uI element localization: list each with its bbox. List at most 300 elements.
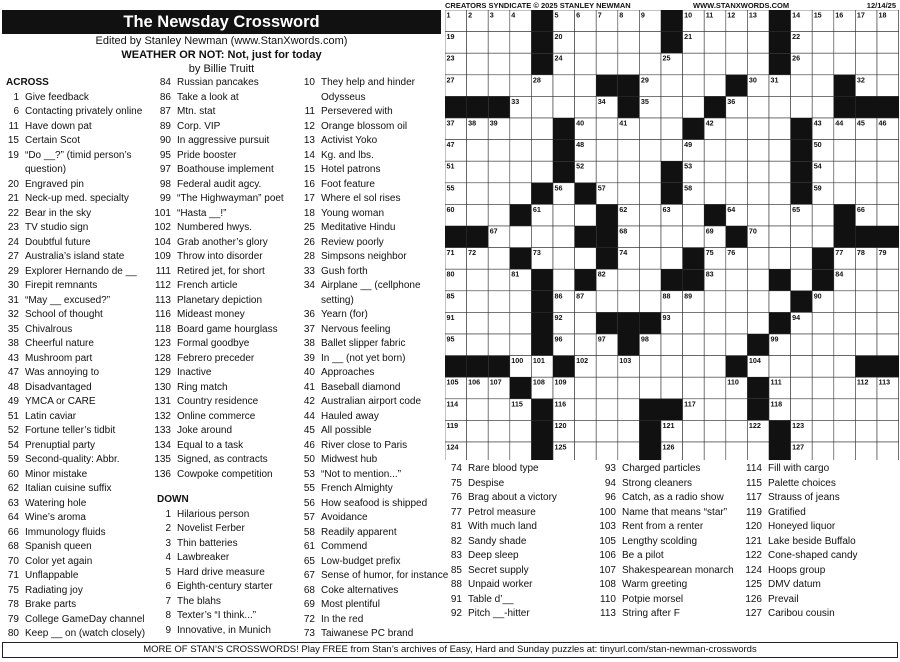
grid-cell[interactable] <box>467 32 489 54</box>
grid-cell[interactable] <box>639 377 661 399</box>
grid-cell[interactable] <box>769 183 791 205</box>
cell-number: 52 <box>576 161 585 171</box>
grid-cell[interactable] <box>575 53 597 75</box>
grid-cell[interactable] <box>467 183 489 205</box>
grid-cell[interactable] <box>618 161 640 183</box>
grid-cell[interactable] <box>596 53 618 75</box>
grid-cell[interactable] <box>877 269 899 291</box>
grid-cell[interactable] <box>510 291 532 313</box>
grid-cell[interactable] <box>834 334 856 356</box>
grid-cell[interactable] <box>488 442 510 460</box>
grid-cell[interactable] <box>812 226 834 248</box>
grid-cell[interactable] <box>488 334 510 356</box>
grid-cell[interactable] <box>488 140 510 162</box>
grid-cell[interactable] <box>834 183 856 205</box>
grid-cell[interactable] <box>726 140 748 162</box>
grid-cell[interactable] <box>791 269 813 291</box>
grid-cell[interactable] <box>769 118 791 140</box>
grid-cell[interactable] <box>661 248 683 270</box>
grid-cell[interactable] <box>639 53 661 75</box>
clue-number: 57 <box>303 512 315 523</box>
grid-cell[interactable] <box>639 204 661 226</box>
grid-cell[interactable] <box>488 399 510 421</box>
grid-cell[interactable] <box>488 32 510 54</box>
grid-cell[interactable] <box>531 161 553 183</box>
clue-item <box>302 221 447 236</box>
grid-cell[interactable] <box>596 399 618 421</box>
cell-number: 36 <box>727 96 736 106</box>
grid-cell[interactable] <box>704 291 726 313</box>
grid-cell[interactable] <box>877 161 899 183</box>
grid-cell[interactable] <box>467 291 489 313</box>
grid-cell[interactable] <box>834 140 856 162</box>
grid-cell[interactable] <box>488 291 510 313</box>
grid-cell[interactable] <box>791 226 813 248</box>
grid-cell[interactable] <box>747 204 769 226</box>
grid-cell[interactable] <box>747 161 769 183</box>
grid-cell[interactable] <box>877 399 899 421</box>
grid-cell[interactable] <box>639 248 661 270</box>
clue-item <box>743 477 893 492</box>
grid-cell[interactable] <box>575 312 597 334</box>
grid-cell[interactable] <box>769 248 791 270</box>
clue-text: River close to Paris <box>321 439 408 451</box>
cell-number: 45 <box>856 118 865 128</box>
grid-cell[interactable] <box>812 399 834 421</box>
grid-cell[interactable] <box>683 356 705 378</box>
grid-cell[interactable] <box>510 75 532 97</box>
grid-cell[interactable] <box>639 226 661 248</box>
grid-cell[interactable] <box>661 334 683 356</box>
grid-cell[interactable] <box>877 420 899 442</box>
grid-cell[interactable] <box>575 96 597 118</box>
grid-cell[interactable] <box>618 291 640 313</box>
grid-cell[interactable] <box>747 442 769 460</box>
clue-item <box>302 468 447 483</box>
grid-cell[interactable] <box>791 248 813 270</box>
grid-cell[interactable] <box>575 377 597 399</box>
grid-cell[interactable] <box>575 334 597 356</box>
grid-cell[interactable] <box>812 96 834 118</box>
grid-cell[interactable] <box>596 32 618 54</box>
grid-cell[interactable] <box>747 53 769 75</box>
grid-cell[interactable] <box>467 269 489 291</box>
grid-cell[interactable] <box>726 291 748 313</box>
grid-cell[interactable] <box>467 312 489 334</box>
grid-cell[interactable] <box>877 75 899 97</box>
cell-number: 108 <box>532 377 545 387</box>
grid-cell[interactable] <box>877 32 899 54</box>
grid-cell[interactable] <box>596 140 618 162</box>
clue-number: 83 <box>450 550 462 561</box>
grid-cell[interactable] <box>769 291 791 313</box>
grid-cell[interactable] <box>877 291 899 313</box>
clue-number: 8 <box>165 610 171 621</box>
grid-cell[interactable] <box>510 161 532 183</box>
grid-cell[interactable] <box>855 420 877 442</box>
grid-cell[interactable] <box>510 442 532 460</box>
clue-text: Throw into disorder <box>177 251 263 262</box>
grid-cell[interactable] <box>639 269 661 291</box>
grid-cell[interactable] <box>704 75 726 97</box>
clue-text: Take a look at <box>177 91 239 103</box>
grid-cell[interactable] <box>855 53 877 75</box>
grid-cell[interactable] <box>704 140 726 162</box>
grid-cell[interactable] <box>812 204 834 226</box>
clue-number: 45 <box>303 425 315 436</box>
grid-cell[interactable] <box>769 161 791 183</box>
grid-cell[interactable] <box>704 334 726 356</box>
grid-block <box>639 312 661 334</box>
grid-cell[interactable] <box>510 334 532 356</box>
grid-cell[interactable] <box>661 356 683 378</box>
grid-cell[interactable] <box>855 140 877 162</box>
grid-cell[interactable] <box>661 75 683 97</box>
grid-cell[interactable] <box>855 312 877 334</box>
grid-cell[interactable] <box>855 399 877 421</box>
grid-cell[interactable] <box>747 291 769 313</box>
grid-block <box>661 161 683 183</box>
grid-cell[interactable] <box>855 291 877 313</box>
clue-text: Approaches <box>321 367 375 378</box>
cell-number: 20 <box>554 32 563 42</box>
clue-item <box>6 511 156 526</box>
grid-cell[interactable] <box>812 32 834 54</box>
grid-cell[interactable] <box>877 53 899 75</box>
grid-cell[interactable] <box>553 96 575 118</box>
grid-cell[interactable] <box>488 183 510 205</box>
grid-cell[interactable] <box>531 226 553 248</box>
grid-cell[interactable] <box>488 53 510 75</box>
clue-item <box>449 564 599 579</box>
grid-cell[interactable] <box>791 75 813 97</box>
grid-cell[interactable] <box>661 377 683 399</box>
cell-number: 101 <box>532 356 545 366</box>
grid-cell[interactable] <box>683 312 705 334</box>
grid-cell[interactable] <box>726 334 748 356</box>
clue-item <box>597 506 747 521</box>
grid-cell[interactable] <box>769 204 791 226</box>
grid-cell[interactable] <box>618 377 640 399</box>
grid-cell[interactable] <box>510 312 532 334</box>
grid-cell[interactable] <box>877 140 899 162</box>
grid-cell[interactable] <box>618 269 640 291</box>
grid-cell[interactable] <box>812 53 834 75</box>
clue-text: Chivalrous <box>25 323 73 335</box>
clue-text: YMCA or CARE <box>25 396 96 407</box>
grid-cell[interactable] <box>596 161 618 183</box>
grid-cell[interactable] <box>769 356 791 378</box>
grid-cell[interactable] <box>683 96 705 118</box>
grid-cell[interactable] <box>488 248 510 270</box>
cell-number: 127 <box>792 442 805 452</box>
clue-text: Retired jet, for short <box>177 265 265 277</box>
clue-text: The blahs <box>177 595 221 607</box>
grid-cell[interactable] <box>747 140 769 162</box>
grid-cell[interactable] <box>683 53 705 75</box>
across-heading: ACROSS <box>6 77 49 88</box>
clue-text: Simpsons neighbor <box>321 251 407 262</box>
grid-cell[interactable] <box>747 248 769 270</box>
grid-cell[interactable] <box>488 269 510 291</box>
grid-cell[interactable] <box>704 312 726 334</box>
grid-cell[interactable] <box>531 118 553 140</box>
grid-cell[interactable] <box>791 399 813 421</box>
grid-cell[interactable] <box>726 161 748 183</box>
clue-number: 41 <box>303 381 315 393</box>
grid-cell[interactable] <box>467 161 489 183</box>
grid-cell[interactable] <box>575 204 597 226</box>
clue-item <box>152 439 307 454</box>
grid-cell[interactable] <box>877 204 899 226</box>
grid-cell[interactable] <box>467 442 489 460</box>
grid-cell[interactable] <box>704 420 726 442</box>
grid-cell[interactable] <box>704 442 726 460</box>
grid-cell[interactable] <box>596 356 618 378</box>
grid-cell[interactable] <box>855 161 877 183</box>
clue-text: Doubtful future <box>25 236 91 248</box>
cell-number: 117 <box>684 399 696 409</box>
grid-cell[interactable] <box>834 53 856 75</box>
grid-cell[interactable] <box>661 118 683 140</box>
grid-cell[interactable] <box>639 183 661 205</box>
clue-item <box>152 192 307 207</box>
grid-cell[interactable] <box>661 226 683 248</box>
grid-cell[interactable] <box>877 442 899 460</box>
grid-cell[interactable] <box>769 140 791 162</box>
grid-cell[interactable] <box>812 377 834 399</box>
grid-cell[interactable] <box>575 442 597 460</box>
clue-number: 55 <box>303 483 315 494</box>
grid-cell[interactable] <box>834 291 856 313</box>
grid-cell[interactable] <box>704 53 726 75</box>
grid-cell[interactable] <box>855 442 877 460</box>
grid-cell[interactable] <box>618 183 640 205</box>
grid-cell[interactable] <box>683 377 705 399</box>
grid-cell[interactable] <box>510 118 532 140</box>
grid-cell[interactable] <box>683 334 705 356</box>
cell-number: 41 <box>619 118 628 128</box>
grid-cell[interactable] <box>855 269 877 291</box>
grid-cell[interactable] <box>704 161 726 183</box>
grid-cell[interactable] <box>596 420 618 442</box>
grid-cell[interactable] <box>488 312 510 334</box>
grid-cell[interactable] <box>639 356 661 378</box>
grid-cell[interactable] <box>575 399 597 421</box>
grid-cell[interactable] <box>834 32 856 54</box>
grid-cell[interactable] <box>877 312 899 334</box>
grid-cell[interactable] <box>488 75 510 97</box>
grid-cell[interactable] <box>726 269 748 291</box>
grid-cell[interactable] <box>747 183 769 205</box>
grid-cell[interactable] <box>791 96 813 118</box>
grid-cell[interactable] <box>531 96 553 118</box>
grid-cell[interactable] <box>834 399 856 421</box>
clue-number: 68 <box>7 541 19 552</box>
grid-cell[interactable] <box>726 53 748 75</box>
grid-cell[interactable] <box>704 183 726 205</box>
grid-cell[interactable] <box>812 420 834 442</box>
grid-cell[interactable] <box>596 377 618 399</box>
grid-cell[interactable] <box>834 377 856 399</box>
grid-cell[interactable] <box>769 226 791 248</box>
grid-cell[interactable] <box>855 32 877 54</box>
clue-text: “The Highwayman” poet <box>177 193 284 204</box>
grid-cell[interactable] <box>726 312 748 334</box>
clue-text: Australian airport code <box>321 396 422 407</box>
grid-cell[interactable] <box>639 161 661 183</box>
clue-item <box>449 520 599 535</box>
cell-number: 38 <box>468 118 477 128</box>
clue-item <box>449 593 599 608</box>
grid-cell[interactable] <box>488 161 510 183</box>
grid-cell[interactable] <box>575 248 597 270</box>
grid-cell[interactable] <box>683 226 705 248</box>
grid-cell[interactable] <box>488 420 510 442</box>
grid-cell[interactable] <box>726 183 748 205</box>
grid-cell[interactable] <box>510 183 532 205</box>
grid-cell[interactable] <box>704 356 726 378</box>
grid-cell[interactable] <box>467 420 489 442</box>
grid-cell[interactable] <box>639 32 661 54</box>
grid-cell[interactable] <box>726 442 748 460</box>
clue-item <box>302 149 447 164</box>
grid-cell[interactable] <box>467 140 489 162</box>
clue-item <box>449 535 599 550</box>
clue-item <box>449 607 599 622</box>
grid-cell[interactable] <box>553 248 575 270</box>
grid-cell[interactable] <box>467 53 489 75</box>
grid-cell[interactable] <box>791 377 813 399</box>
grid-cell[interactable] <box>812 75 834 97</box>
grid-cell[interactable] <box>575 75 597 97</box>
grid-cell[interactable] <box>488 204 510 226</box>
grid-cell[interactable] <box>553 269 575 291</box>
grid-cell[interactable] <box>877 183 899 205</box>
clue-text: Disadvantaged <box>25 381 92 393</box>
grid-cell[interactable] <box>704 32 726 54</box>
grid-cell[interactable] <box>467 334 489 356</box>
grid-cell[interactable] <box>661 140 683 162</box>
grid-cell[interactable] <box>618 399 640 421</box>
grid-cell[interactable] <box>704 399 726 421</box>
clue-text: Palette choices <box>768 477 836 489</box>
cell-number: 68 <box>619 226 628 236</box>
cell-number: 91 <box>446 312 455 322</box>
clue-number: 58 <box>303 526 315 538</box>
grid-cell[interactable] <box>726 118 748 140</box>
grid-cell[interactable] <box>467 75 489 97</box>
clue-text: Brake parts <box>25 599 77 610</box>
grid-cell[interactable] <box>553 226 575 248</box>
clue-number: 59 <box>7 454 19 465</box>
grid-cell[interactable] <box>747 118 769 140</box>
grid-cell[interactable] <box>510 140 532 162</box>
grid-cell[interactable] <box>510 226 532 248</box>
crossword-grid[interactable] <box>445 10 899 460</box>
grid-cell[interactable] <box>683 442 705 460</box>
grid-cell[interactable] <box>747 32 769 54</box>
grid-cell[interactable] <box>618 140 640 162</box>
grid-cell[interactable] <box>855 183 877 205</box>
grid-cell[interactable] <box>661 96 683 118</box>
grid-cell[interactable] <box>747 269 769 291</box>
grid-cell[interactable] <box>553 75 575 97</box>
grid-cell[interactable] <box>812 442 834 460</box>
clue-number: 120 <box>745 521 762 532</box>
grid-cell[interactable] <box>618 32 640 54</box>
grid-cell[interactable] <box>553 204 575 226</box>
clue-item <box>6 453 156 468</box>
grid-cell[interactable] <box>510 32 532 54</box>
grid-cell[interactable] <box>704 377 726 399</box>
grid-cell[interactable] <box>596 442 618 460</box>
clue-text: School of thought <box>25 309 103 320</box>
clue-text: Minor mistake <box>25 468 88 480</box>
grid-cell[interactable] <box>510 420 532 442</box>
clue-item <box>152 308 307 323</box>
grid-cell[interactable] <box>618 420 640 442</box>
cell-number: 116 <box>554 399 567 409</box>
grid-cell[interactable] <box>726 32 748 54</box>
grid-cell[interactable] <box>877 334 899 356</box>
clue-text: Joke around <box>177 425 233 436</box>
grid-cell[interactable] <box>575 420 597 442</box>
grid-cell[interactable] <box>639 118 661 140</box>
grid-cell[interactable] <box>639 291 661 313</box>
clue-item <box>6 482 156 497</box>
cell-number: 96 <box>554 334 563 344</box>
grid-cell[interactable] <box>467 204 489 226</box>
grid-cell[interactable] <box>618 442 640 460</box>
clue-number: 101 <box>154 207 171 219</box>
grid-cell[interactable] <box>812 356 834 378</box>
grid-cell[interactable] <box>812 312 834 334</box>
grid-cell[interactable] <box>791 334 813 356</box>
clue-text: Pride booster <box>177 149 237 161</box>
grid-cell[interactable] <box>834 312 856 334</box>
grid-block <box>531 32 553 54</box>
grid-cell[interactable] <box>855 334 877 356</box>
grid-cell[interactable] <box>769 96 791 118</box>
grid-cell[interactable] <box>812 334 834 356</box>
clue-number: 3 <box>165 537 171 549</box>
grid-cell[interactable] <box>834 356 856 378</box>
grid-cell[interactable] <box>596 291 618 313</box>
cell-number: 112 <box>856 377 869 387</box>
grid-cell[interactable] <box>531 140 553 162</box>
grid-cell[interactable] <box>726 399 748 421</box>
grid-cell[interactable] <box>596 118 618 140</box>
grid-cell[interactable] <box>575 32 597 54</box>
grid-cell[interactable] <box>834 442 856 460</box>
grid-cell[interactable] <box>467 399 489 421</box>
grid-cell[interactable] <box>683 420 705 442</box>
grid-cell[interactable] <box>639 140 661 162</box>
clue-number: 92 <box>450 608 462 619</box>
grid-cell[interactable] <box>747 312 769 334</box>
grid-cell[interactable] <box>683 204 705 226</box>
grid-cell[interactable] <box>747 96 769 118</box>
grid-cell[interactable] <box>791 356 813 378</box>
grid-cell[interactable] <box>834 161 856 183</box>
grid-cell[interactable] <box>683 75 705 97</box>
grid-cell[interactable] <box>618 53 640 75</box>
grid-cell[interactable] <box>834 420 856 442</box>
grid-cell[interactable] <box>726 420 748 442</box>
cell-number: 10 <box>684 10 693 20</box>
grid-cell[interactable] <box>510 53 532 75</box>
